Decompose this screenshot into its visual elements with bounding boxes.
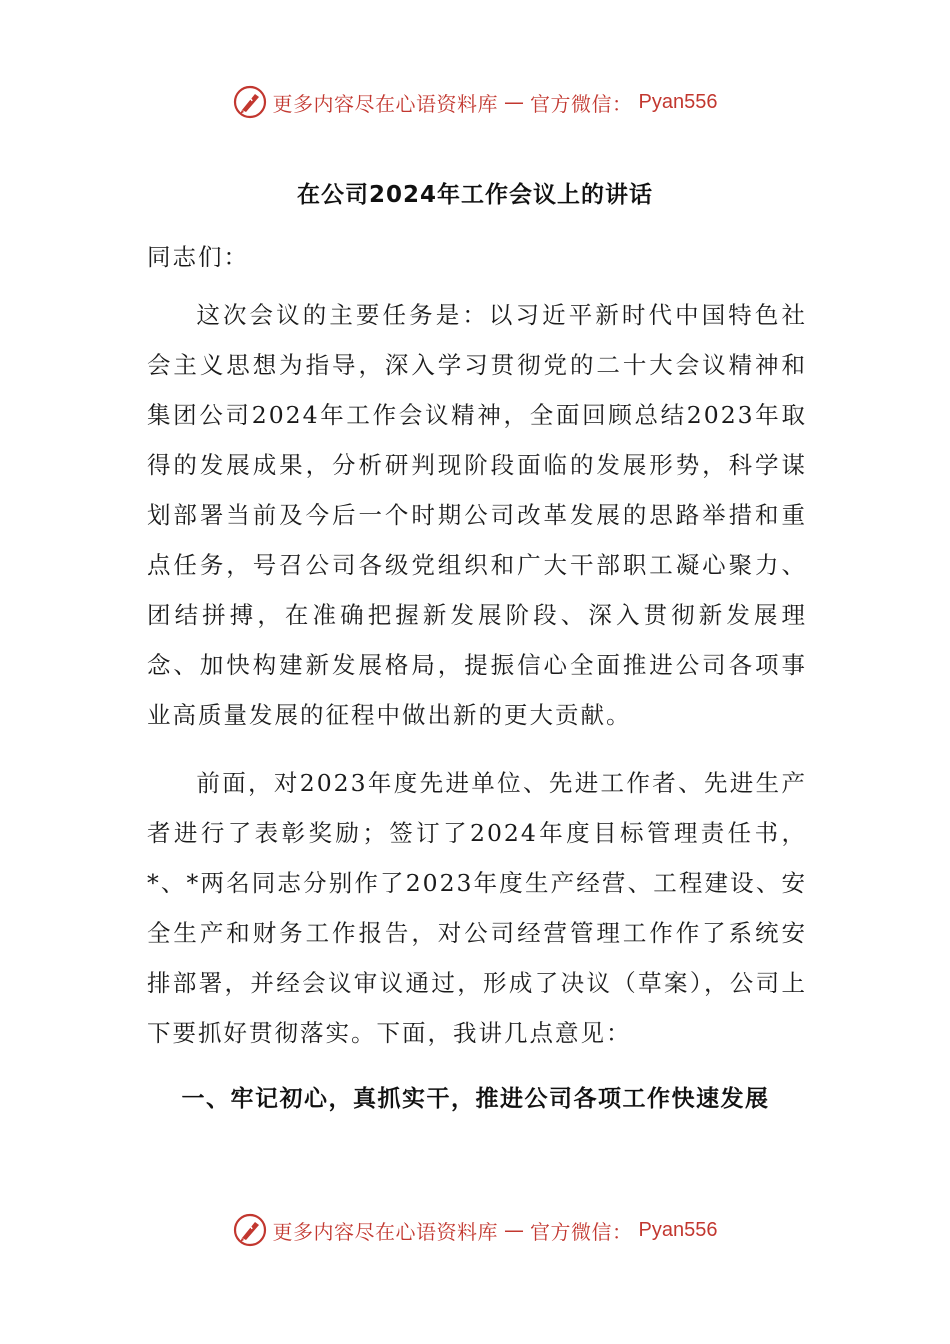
- paragraph-1: 这次会议的主要任务是：以习近平新时代中国特色社会主义思想为指导，深入学习贯彻党的二十大会议精神和集团公司2024年工作会议精神，全面回顾总结2023年取得的发展成果，分析研判现阶段面临的发展形势，科学谋划部署当前及今后一个时期公司改革发展的思路举措和重点任务，号召公司各级党组织和广大干部职工凝心聚力、团结拼搏，在准确把握新发展阶段、深入贯彻新发展理念、加快构建新发展格局，提振信心全面推进公司各项事业高质量发展的征程中做出新的更大贡献。: [147, 301, 807, 729]
- document-title: 在公司2024年工作会议上的讲话: [296, 182, 653, 208]
- footer-banner-wechat-id: Pyan556: [638, 1218, 718, 1241]
- header-banner-dash: —: [504, 90, 525, 114]
- document-body: [147, 232, 807, 1124]
- pen-nib-logo-icon: [233, 1213, 267, 1247]
- paragraph-2: 前面，对2023年度先进单位、先进工作者、先进生产者进行了表彰奖励；签订了2024年度目标管理责任书，*、*两名同志分别作了2023年度生产经营、工程建设、安全生产和财务工作报告，对公司经营管理工作作了系统安排部署，并经会议审议通过，形成了决议（草案），公司上下要抓好贯彻落实。下面，我讲几点意见：: [147, 769, 807, 1047]
- header-banner-wechat-label: 官方微信：: [530, 91, 633, 116]
- salutation: 同志们：: [147, 243, 249, 271]
- footer-watermark-banner: [0, 1208, 950, 1252]
- header-banner-text: 更多内容尽在心语资料库: [272, 91, 499, 116]
- header-banner-wechat-id: Pyan556: [638, 90, 718, 113]
- header-watermark-banner: [0, 80, 950, 124]
- footer-banner-wechat-label: 官方微信：: [530, 1219, 633, 1244]
- section-heading: 一、牢记初心，真抓实干，推进公司各项工作快速发展: [181, 1086, 770, 1112]
- footer-banner-dash: —: [504, 1218, 525, 1242]
- footer-banner-text: 更多内容尽在心语资料库: [272, 1219, 499, 1244]
- pen-nib-logo-icon: [233, 85, 267, 119]
